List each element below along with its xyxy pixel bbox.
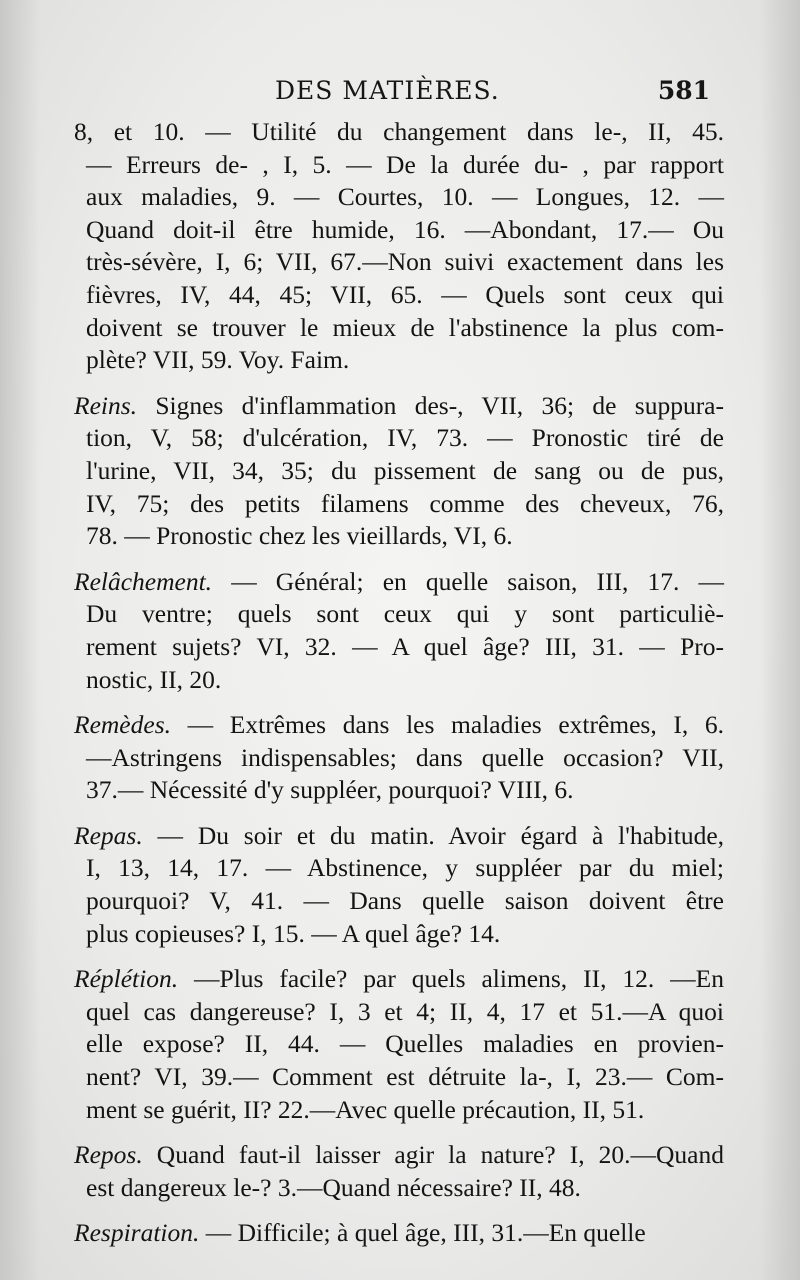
- index-entry: [74, 1139, 724, 1204]
- entry-line-text: aux maladies, 9. — Courtes, 10. — Longues, 12. —: [86, 182, 724, 212]
- entry-line-text: plète? VII, 59. Voy. Faim.: [86, 345, 350, 375]
- entry-line-text: rement sujets? VI, 32. — A quel âge? III, 31. — Pro-: [86, 631, 724, 661]
- entry-line: [74, 742, 724, 775]
- entry-line: [74, 1217, 724, 1250]
- entry-line: [74, 664, 724, 697]
- entry-line-text: l'urine, VII, 34, 35; du pissement de sang ou de pus,: [86, 455, 724, 485]
- page-shadow-left: [0, 0, 40, 1280]
- index-entry: [74, 566, 724, 696]
- entry-line-text: — Difficile; à quel âge, III, 31.—En quelle: [205, 1218, 646, 1248]
- entry-line-text: —Astringens indispensables; dans quelle occasion? VII,: [86, 742, 724, 772]
- entry-line: [74, 996, 724, 1029]
- page-number: 581: [657, 76, 710, 105]
- entry-line-text: quel cas dangereuse? I, 3 et 4; II, 4, 17 et 51.—A quoi: [86, 996, 724, 1026]
- entry-line-text: ment se guérit, II? 22.—Avec quelle précaution, II, 51.: [86, 1094, 645, 1124]
- index-entry: [74, 820, 724, 950]
- entry-line-text: Signes d'inflammation des-, VII, 36; de suppura-: [155, 390, 724, 420]
- entry-line-text: nostic, II, 20.: [86, 664, 222, 694]
- entry-line-text: plus copieuses? I, 15. — A quel âge? 14.: [86, 918, 501, 948]
- entry-line: [74, 566, 724, 599]
- entry-line: [74, 598, 724, 631]
- entry-line-text: très-sévère, I, 6; VII, 67.—Non suivi exactement dans les: [86, 247, 724, 277]
- entry-line: [74, 279, 724, 312]
- entry-keyword: Reins.: [74, 390, 138, 420]
- entry-keyword: Respiration.: [74, 1218, 200, 1248]
- entry-line-text: 37.— Nécessité d'y suppléer, pourquoi? VIII, 6.: [86, 775, 574, 805]
- entry-line: [74, 885, 724, 918]
- entry-line: [74, 520, 724, 553]
- entry-line: [74, 390, 724, 423]
- entry-line: [74, 709, 724, 742]
- entry-keyword: Réplétion.: [74, 964, 179, 994]
- entry-line-text: 8, et 10. — Utilité du changement dans le-, II, 45.: [74, 117, 724, 146]
- entry-line: [74, 631, 724, 664]
- entry-line-text: fièvres, IV, 44, 45; VII, 65. — Quels sont ceux qui: [86, 279, 724, 309]
- entry-line-text: — Extrêmes dans les maladies extrêmes, I, 6.: [187, 710, 725, 740]
- entry-line: [74, 1028, 724, 1061]
- index-entry: [74, 963, 724, 1126]
- entry-line: [74, 1172, 724, 1205]
- index-entry: [74, 116, 724, 377]
- entry-line: [74, 774, 724, 807]
- entry-line: [74, 181, 724, 214]
- entry-line: [74, 1139, 724, 1172]
- entry-keyword: Repas.: [74, 820, 143, 850]
- entry-line-text: elle expose? II, 44. — Quelles maladies en provien-: [86, 1029, 724, 1059]
- index-entry: [74, 709, 724, 807]
- entry-line-text: — Général; en quelle saison, III, 17. —: [231, 566, 724, 596]
- entry-line-text: —Plus facile? par quels alimens, II, 12. —En: [194, 964, 725, 994]
- entry-line-text: nent? VI, 39.— Comment est détruite la-, I, 23.— Com-: [86, 1062, 724, 1092]
- entry-line-text: — Erreurs de- , I, 5. — De la durée du- , par rapport: [86, 149, 724, 179]
- entry-line: [74, 455, 724, 488]
- index-entry: [74, 1217, 724, 1250]
- entry-line: [74, 246, 724, 279]
- page-shadow-right: [760, 0, 800, 1280]
- entry-line: [74, 344, 724, 377]
- entry-line: [74, 312, 724, 345]
- entry-line: [74, 1094, 724, 1127]
- entry-line: [74, 918, 724, 951]
- entry-line-text: IV, 75; des petits filamens comme des cheveux, 76,: [86, 488, 724, 518]
- entry-line: [74, 149, 724, 182]
- entry-line-text: doivent se trouver le mieux de l'abstinence la plus com-: [86, 312, 724, 342]
- running-title: DES MATIÈRES.: [275, 76, 500, 105]
- entry-line-text: I, 13, 14, 17. — Abstinence, y suppléer par du miel;: [86, 853, 724, 883]
- entry-line: [74, 1061, 724, 1094]
- index-text: [74, 116, 724, 1263]
- entry-line-text: — Du soir et du matin. Avoir égard à l'habitude,: [157, 820, 725, 850]
- entry-line-text: 78. — Pronostic chez les vieillards, VI, 6.: [86, 521, 513, 551]
- entry-line-text: tion, V, 58; d'ulcération, IV, 73. — Pronostic tiré de: [86, 423, 724, 453]
- entry-line: [74, 852, 724, 885]
- entry-line-text: Quand doit-il être humide, 16. —Abondant, 17.— Ou: [86, 214, 724, 244]
- entry-keyword: Relâchement.: [74, 566, 213, 596]
- entry-line: [74, 820, 724, 853]
- entry-line-text: pourquoi? V, 41. — Dans quelle saison doivent être: [86, 886, 724, 916]
- entry-keyword: Remèdes.: [74, 710, 171, 740]
- entry-line: [74, 422, 724, 455]
- entry-line: [74, 488, 724, 521]
- entry-line: [74, 963, 724, 996]
- entry-line-text: est dangereux le-? 3.—Quand nécessaire? II, 48.: [86, 1172, 581, 1202]
- entry-keyword: Repos.: [74, 1140, 143, 1170]
- entry-line: [74, 116, 724, 149]
- running-head: [80, 76, 710, 116]
- entry-line-text: Du ventre; quels sont ceux qui y sont particuliè-: [86, 599, 724, 629]
- index-entry: [74, 390, 724, 553]
- entry-line-text: Quand faut-il laisser agir la nature? I, 20.—Quand: [156, 1140, 724, 1170]
- entry-line: [74, 214, 724, 247]
